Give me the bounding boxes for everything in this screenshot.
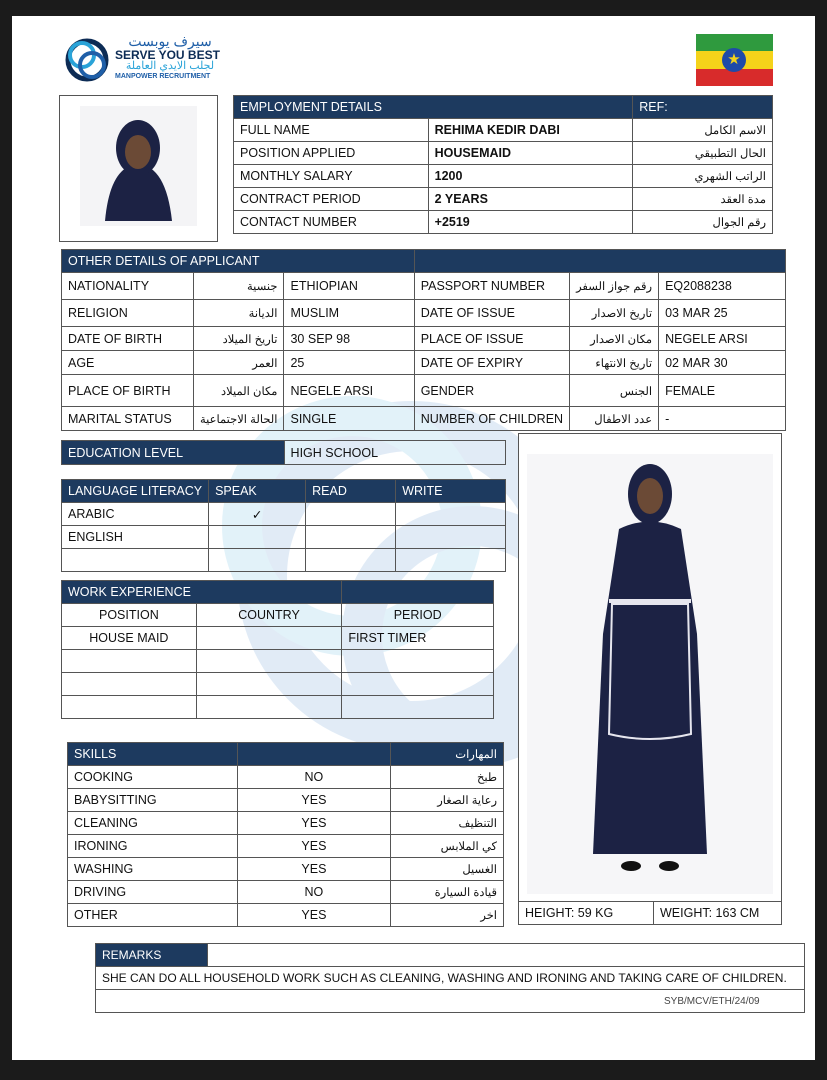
age-value: 25 <box>284 351 414 375</box>
full-name-arabic: الاسم الكامل <box>633 119 773 142</box>
employment-row <box>234 165 773 188</box>
skill-value: YES <box>237 904 390 927</box>
work-experience-header: WORK EXPERIENCE <box>62 581 342 604</box>
nationality-arabic: جنسية <box>194 273 284 300</box>
number-of-children-arabic: عدد الاطفال <box>570 407 659 431</box>
skill-arabic: التنظيف <box>391 812 504 835</box>
religion-label: RELIGION <box>62 300 194 327</box>
date-of-issue-arabic: تاريخ الاصدار <box>570 300 659 327</box>
date-of-expiry-label: DATE OF EXPIRY <box>414 351 569 375</box>
skill-name: CLEANING <box>68 812 238 835</box>
contact-number-value: +2519 <box>428 211 633 234</box>
work-row-empty <box>62 650 494 673</box>
document-reference-code: SYB/MCV/ETH/24/09 <box>664 996 760 1007</box>
skill-value: YES <box>237 789 390 812</box>
skill-value: YES <box>237 812 390 835</box>
skill-row <box>68 835 504 858</box>
skill-name: IRONING <box>68 835 238 858</box>
marital-status-value: SINGLE <box>284 407 414 431</box>
education-level-label: EDUCATION LEVEL <box>62 441 285 465</box>
applicant-headshot-photo <box>59 95 218 242</box>
place-of-issue-value: NEGELE ARSI <box>659 327 786 351</box>
logo-english-sub: MANPOWER RECRUITMENT <box>115 72 211 80</box>
skill-arabic: الغسيل <box>391 858 504 881</box>
position-applied-label: POSITION APPLIED <box>234 142 429 165</box>
write-value <box>396 503 506 526</box>
employment-details-header: EMPLOYMENT DETAILS <box>234 96 633 119</box>
skill-name: OTHER <box>68 904 238 927</box>
skill-value: YES <box>237 835 390 858</box>
place-of-birth-value: NEGELE ARSI <box>284 375 414 407</box>
skill-arabic: رعاية الصغار <box>391 789 504 812</box>
other-details-row <box>62 407 786 431</box>
remarks-text: SHE CAN DO ALL HOUSEHOLD WORK SUCH AS CLEANING, WASHING AND IRONING AND TAKING CARE OF CHILDREN. <box>96 967 805 990</box>
skill-name: BABYSITTING <box>68 789 238 812</box>
speak-value <box>209 526 306 549</box>
skill-value: YES <box>237 858 390 881</box>
write-value <box>396 526 506 549</box>
employment-details-table <box>233 95 773 234</box>
employment-row <box>234 188 773 211</box>
gender-arabic: الجنس <box>570 375 659 407</box>
contact-number-arabic: رقم الجوال <box>633 211 773 234</box>
skill-arabic: قيادة السيارة <box>391 881 504 904</box>
age-arabic: العمر <box>194 351 284 375</box>
serve-you-best-logo-mark <box>62 34 112 86</box>
other-details-row <box>62 351 786 375</box>
monthly-salary-value: 1200 <box>428 165 633 188</box>
contract-period-arabic: مدة العقد <box>633 188 773 211</box>
gender-label: GENDER <box>414 375 569 407</box>
work-experience-table <box>61 580 494 719</box>
date-of-expiry-value: 02 MAR 30 <box>659 351 786 375</box>
logo-english-name: SERVE YOU BEST <box>115 47 220 62</box>
skill-row <box>68 766 504 789</box>
marital-status-arabic: الحالة الاجتماعية <box>194 407 284 431</box>
skill-row <box>68 881 504 904</box>
language-row <box>62 503 506 526</box>
number-of-children-label: NUMBER OF CHILDREN <box>414 407 569 431</box>
marital-status-label: MARITAL STATUS <box>62 407 194 431</box>
passport-number-arabic: رقم جواز السفر <box>570 273 659 300</box>
language-name: ENGLISH <box>62 526 209 549</box>
ref-label: REF: <box>633 96 773 119</box>
other-details-row <box>62 375 786 407</box>
date-of-birth-arabic: تاريخ الميلاد <box>194 327 284 351</box>
skill-arabic: طبخ <box>391 766 504 789</box>
skill-arabic: كي الملابس <box>391 835 504 858</box>
language-name: ARABIC <box>62 503 209 526</box>
skill-name: COOKING <box>68 766 238 789</box>
full-name-label: FULL NAME <box>234 119 429 142</box>
skill-row <box>68 904 504 927</box>
position-applied-value: HOUSEMAID <box>428 142 633 165</box>
skill-name: DRIVING <box>68 881 238 904</box>
place-of-issue-label: PLACE OF ISSUE <box>414 327 569 351</box>
passport-number-value: EQ2088238 <box>659 273 786 300</box>
other-details-row <box>62 273 786 300</box>
gender-value: FEMALE <box>659 375 786 407</box>
write-header: WRITE <box>396 480 506 503</box>
work-period: FIRST TIMER <box>342 627 494 650</box>
work-row-empty <box>62 696 494 719</box>
read-value <box>306 503 396 526</box>
skill-arabic: اخر <box>391 904 504 927</box>
skills-table <box>67 742 504 927</box>
date-of-birth-label: DATE OF BIRTH <box>62 327 194 351</box>
position-column-header: POSITION <box>62 604 197 627</box>
applicant-full-body-photo <box>518 433 782 925</box>
age-label: AGE <box>62 351 194 375</box>
passport-number-label: PASSPORT NUMBER <box>414 273 569 300</box>
remarks-header: REMARKS <box>96 944 208 967</box>
employment-row <box>234 119 773 142</box>
other-details-header: OTHER DETAILS OF APPLICANT <box>62 250 415 273</box>
education-level-table <box>61 440 506 465</box>
skill-row <box>68 858 504 881</box>
monthly-salary-arabic: الراتب الشهري <box>633 165 773 188</box>
skill-value: NO <box>237 766 390 789</box>
work-row-empty <box>62 673 494 696</box>
skill-name: WASHING <box>68 858 238 881</box>
place-of-birth-label: PLACE OF BIRTH <box>62 375 194 407</box>
other-details-row <box>62 300 786 327</box>
language-row <box>62 526 506 549</box>
position-applied-arabic: الحال التطبيقي <box>633 142 773 165</box>
number-of-children-value: - <box>659 407 786 431</box>
place-of-birth-arabic: مكان الميلاد <box>194 375 284 407</box>
logo-arabic-name: سيرف يوبست <box>128 33 212 49</box>
country-column-header: COUNTRY <box>196 604 342 627</box>
other-details-table <box>61 249 786 431</box>
skill-value: NO <box>237 881 390 904</box>
date-of-issue-value: 03 MAR 25 <box>659 300 786 327</box>
work-position: HOUSE MAID <box>62 627 197 650</box>
logo-text-block <box>115 34 225 80</box>
skills-header-arabic: المهارات <box>391 743 504 766</box>
education-level-value: HIGH SCHOOL <box>284 441 505 465</box>
contract-period-value: 2 YEARS <box>428 188 633 211</box>
ethiopia-flag-icon: ★ <box>696 34 773 86</box>
monthly-salary-label: MONTHLY SALARY <box>234 165 429 188</box>
nationality-label: NATIONALITY <box>62 273 194 300</box>
contact-number-label: CONTACT NUMBER <box>234 211 429 234</box>
nationality-value: ETHIOPIAN <box>284 273 414 300</box>
date-of-issue-label: DATE OF ISSUE <box>414 300 569 327</box>
date-of-expiry-arabic: تاريخ الانتهاء <box>570 351 659 375</box>
contract-period-label: CONTRACT PERIOD <box>234 188 429 211</box>
skills-header: SKILLS <box>68 743 238 766</box>
skill-row <box>68 812 504 835</box>
read-header: READ <box>306 480 396 503</box>
weight-value: WEIGHT: 163 CM <box>660 906 760 920</box>
language-row-empty <box>62 549 506 572</box>
language-literacy-table <box>61 479 506 572</box>
cv-page <box>12 16 815 1060</box>
speak-header: SPEAK <box>209 480 306 503</box>
skill-row <box>68 789 504 812</box>
language-literacy-header: LANGUAGE LITERACY <box>62 480 209 503</box>
date-of-birth-value: 30 SEP 98 <box>284 327 414 351</box>
employment-row <box>234 211 773 234</box>
height-value: HEIGHT: 59 KG <box>519 902 654 924</box>
religion-arabic: الديانة <box>194 300 284 327</box>
full-name-value: REHIMA KEDIR DABI <box>428 119 633 142</box>
religion-value: MUSLIM <box>284 300 414 327</box>
work-country <box>196 627 342 650</box>
read-value <box>306 526 396 549</box>
speak-check-icon: ✓ <box>209 503 306 526</box>
place-of-issue-arabic: مكان الاصدار <box>570 327 659 351</box>
logo-arabic-sub: لجلب الايدي العاملة <box>125 60 215 73</box>
work-row <box>62 627 494 650</box>
period-column-header: PERIOD <box>342 604 494 627</box>
employment-row <box>234 142 773 165</box>
other-details-row <box>62 327 786 351</box>
